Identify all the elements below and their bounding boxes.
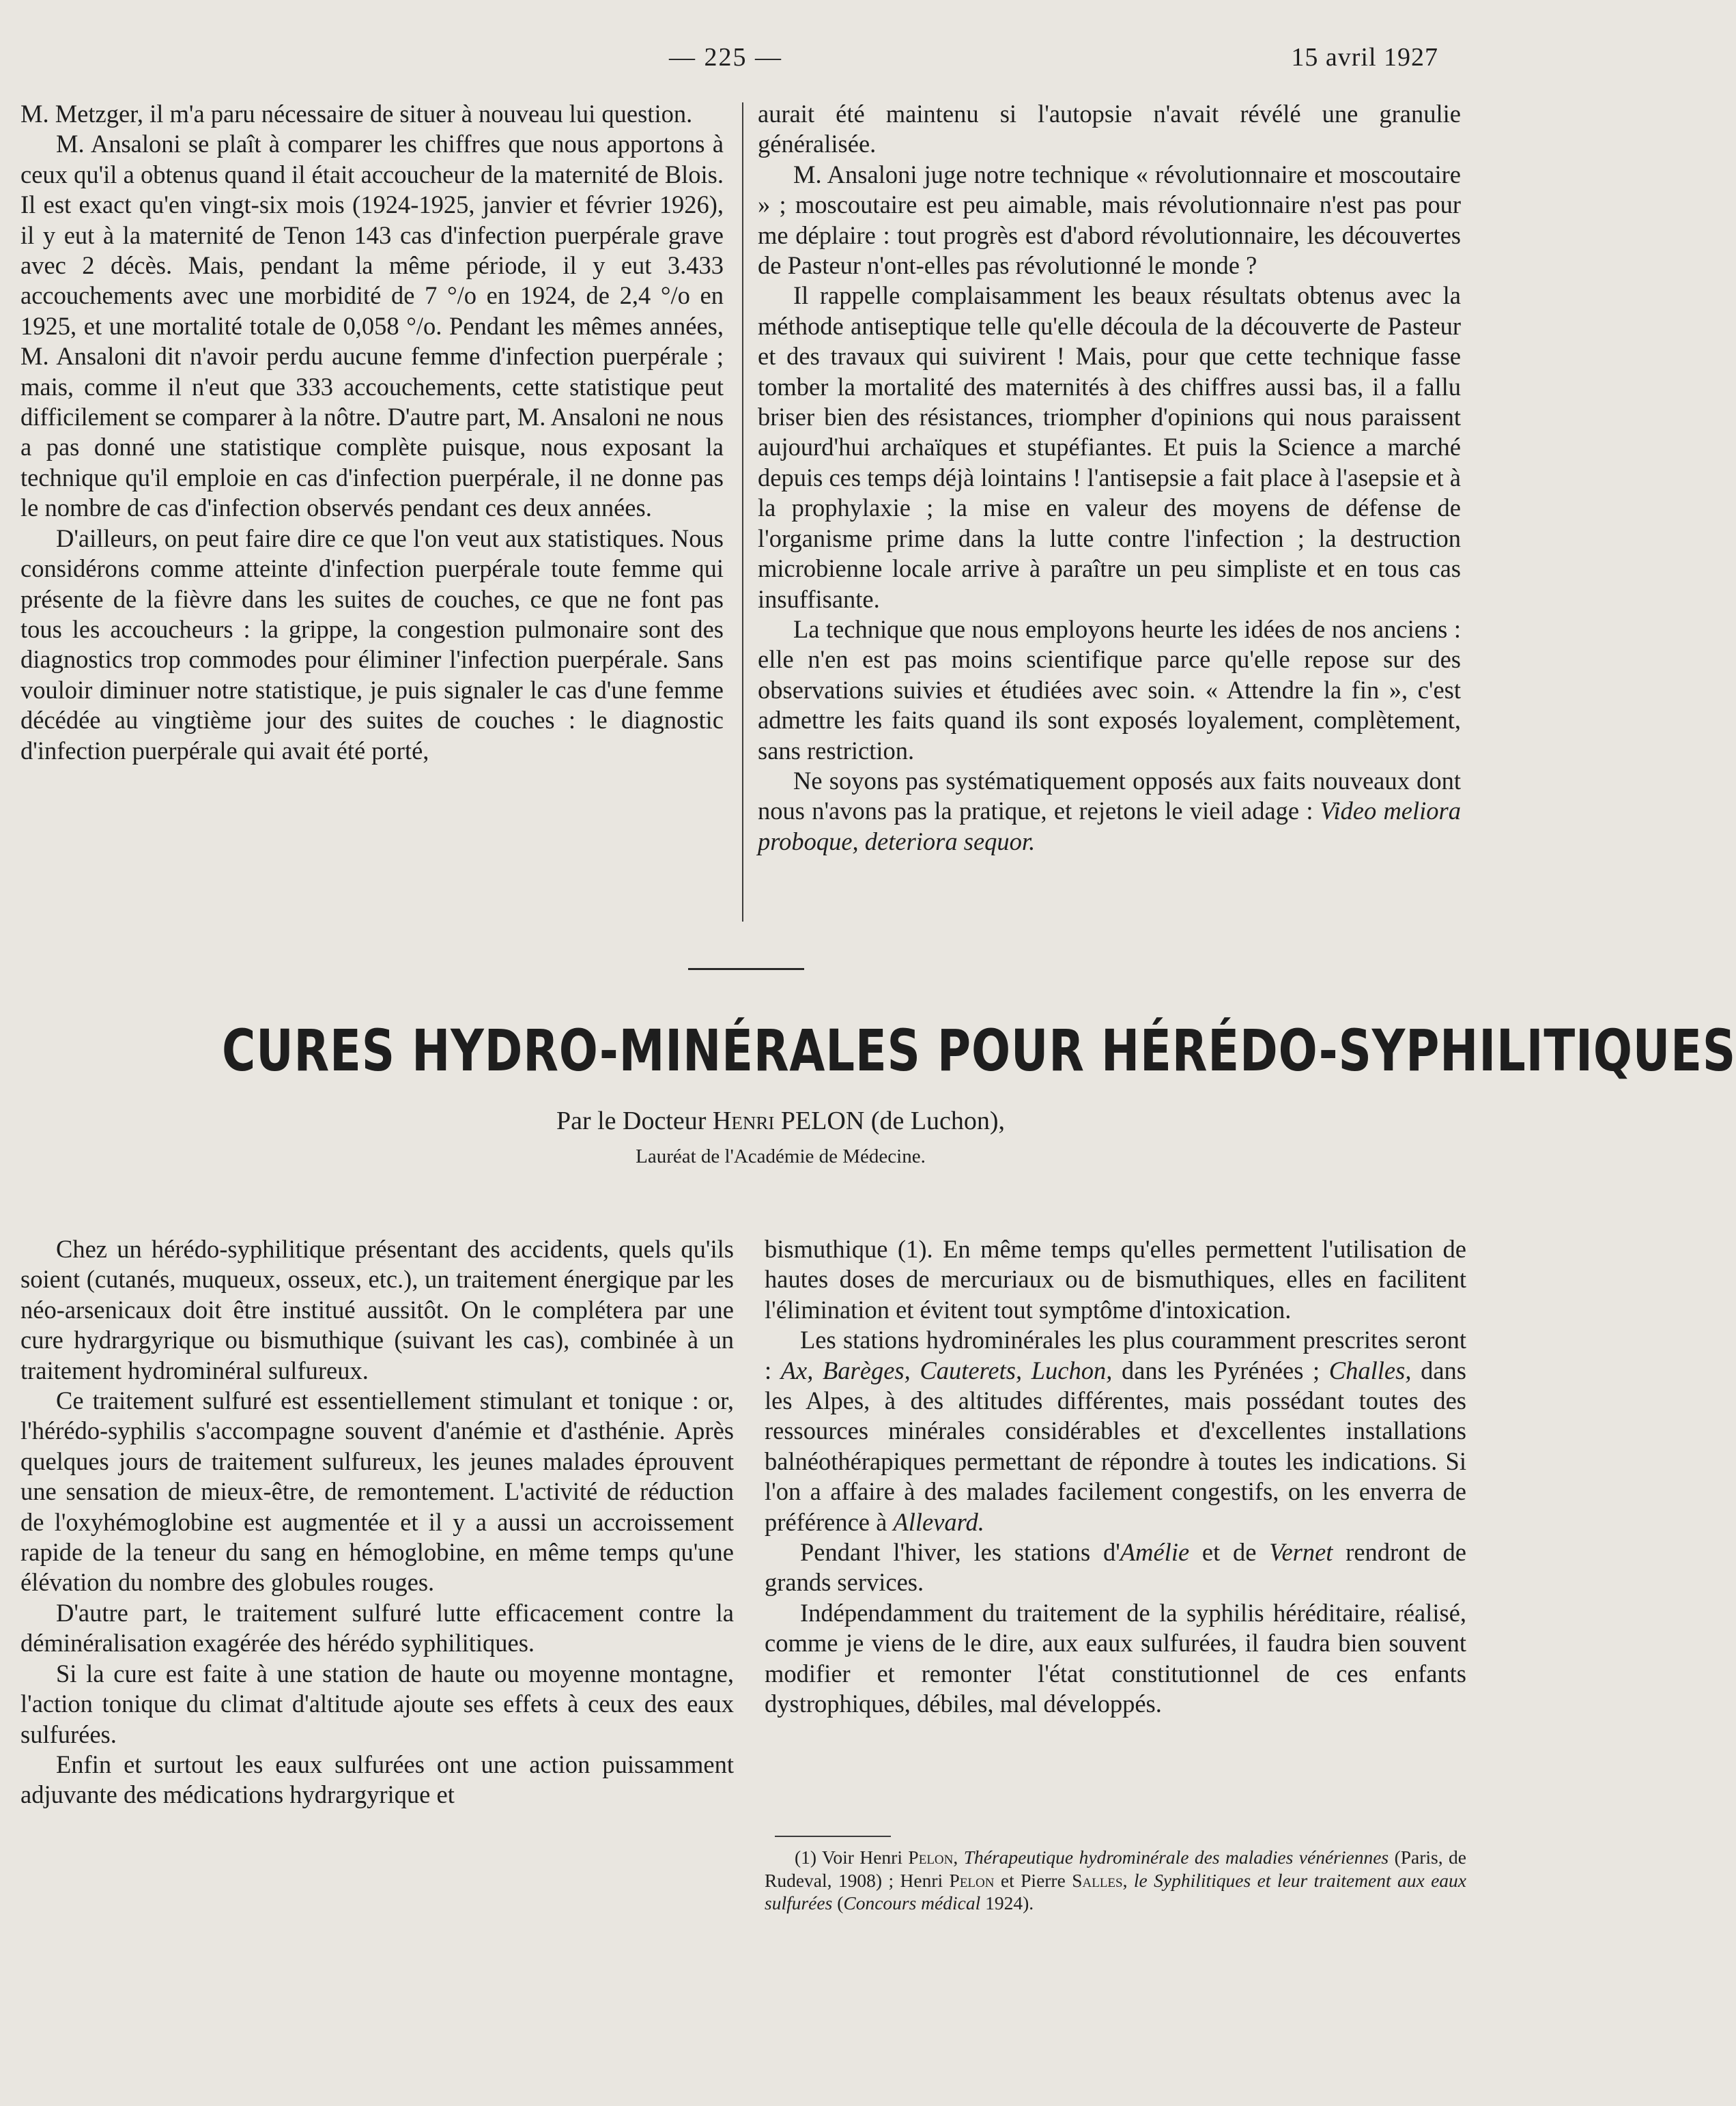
byline-suffix: (de Luchon), [864, 1107, 1006, 1135]
place-names: Ax, Barèges, Cauterets, Luchon, [780, 1356, 1113, 1384]
paragraph: La technique que nous employons heurte les idées de nos anciens : elle n'en est pas moins scientifique parce qu'elle repose sur des observations suivies et étudiées avec soin. « Attendre la fin », c'est admettre les faits quand ils sont exposés loyalement, complètement, sans restriction. [758, 614, 1461, 765]
article-title: CURES HYDRO-MINÉRALES POUR HÉRÉDO-SYPHILITIQUES [222, 1017, 1736, 1084]
footnote [765, 1846, 1466, 1915]
column-top-right [758, 99, 1461, 857]
footnote-rule [775, 1836, 891, 1837]
author-first-name: Henri [712, 1107, 775, 1135]
paragraph-text: Ne soyons pas systématiquement opposés aux faits nouveaux dont nous n'avons pas la pratique, et rejetons le vieil adage : [758, 766, 1461, 825]
article-byline [0, 1106, 1561, 1136]
author-name: Pelon [949, 1869, 995, 1891]
text-run: et de [1189, 1538, 1270, 1567]
text-run: Les stations hydrominérales les plus couramment prescrites seront : [765, 1326, 1466, 1384]
paragraph: M. Metzger, il m'a paru nécessaire de situer à nouveau lui question. [20, 100, 693, 128]
text-run: , [1122, 1869, 1134, 1891]
text-run: dans les Pyrénées ; [1112, 1356, 1329, 1384]
journal-title: Concours médical [843, 1892, 981, 1914]
section-separator [688, 968, 804, 970]
paragraph: M. Ansaloni juge notre technique « révolutionnaire et moscoutaire » ; moscoutaire est peu aimable, mais révolutionnaire n'est pas pour me déplaire : tout progrès est d'abord révolutionnaire, les découvertes de Pasteur n'ont-elles pas révolutionné le monde ? [758, 160, 1461, 280]
text-run: 1924). [980, 1892, 1034, 1914]
paragraph: Chez un hérédo-syphilitique présentant des accidents, quels qu'ils soient (cutanés, muqueux, osseux, etc.), un traitement énergique par les néo-arsenicaux doit être institué aussitôt. On le complétera par une cure hydrargyrique ou bismuthique (suivant les cas), combinée à un traitement hydrominéral sulfureux. [20, 1235, 734, 1384]
text-run: (1) Voir Henri [795, 1847, 909, 1868]
place-name: Allevard. [893, 1507, 984, 1536]
paragraph: bismuthique (1). En même temps qu'elles permettent l'utilisation de hautes doses de mercuriaux ou de bismuthiques, elles en facilitent l'élimination et évitent tout symptôme d'intoxication. [765, 1235, 1466, 1324]
page-number: — 225 — [669, 43, 782, 72]
paragraph [758, 766, 1461, 857]
book-title: le Syphilitiques et leur traitement aux eaux sulfurées [765, 1869, 1466, 1914]
byline-prefix: Par le Docteur [556, 1107, 713, 1135]
footnote-text [765, 1846, 1466, 1915]
text-run: (Paris, de Rudeval, 1908) ; Henri [765, 1847, 1467, 1891]
column-bottom-left [20, 1234, 734, 1810]
column-divider [742, 102, 743, 922]
text-run: Pendant l'hiver, les stations d' [800, 1538, 1120, 1567]
paragraph: aurait été maintenu si l'autopsie n'avait révélé une granulie généralisée. [758, 100, 1461, 158]
place-name: Challes, [1328, 1356, 1412, 1384]
place-name: Amélie [1120, 1538, 1190, 1567]
place-name: Vernet [1269, 1538, 1333, 1567]
book-title: Thérapeutique hydrominérale des maladies vénériennes [963, 1847, 1389, 1868]
text-run: , [953, 1847, 964, 1868]
author-name: Pelon [908, 1847, 954, 1868]
latin-quote: Video meliora proboque, deteriora sequor. [758, 797, 1461, 855]
text-run: et Pierre [994, 1869, 1072, 1891]
paragraph [765, 1537, 1466, 1598]
author-last-name: PELON [774, 1107, 865, 1135]
paragraph: M. Ansaloni se plaît à comparer les chiffres que nous apportons à ceux qu'il a obtenus quand il était accoucheur de la maternité de Blois. Il est exact qu'en vingt-six mois (1924-1925, janvier et février 1926), il y eut à la maternité de Tenon 143 cas d'infection puerpérale grave avec 2 décès. Mais, pendant la même période, il y eut 3.433 accouchements avec une morbidité de 7 °/o en 1924, de 2,4 °/o en 1925, et une mortalité totale de 0,058 °/o. Pendant les mêmes années, M. Ansaloni dit n'avoir perdu aucune femme d'infection puerpérale ; mais, comme il n'eut que 333 accouchements, cette statistique peut difficilement se comparer à la nôtre. D'autre part, M. Ansaloni ne nous a pas donné une statistique complète puisque, nous exposant la technique qu'il emploie en cas d'infection puerpérale, il ne donne pas le nombre de cas d'infection observés pendant ces deux années. [20, 130, 724, 522]
paragraph: D'ailleurs, on peut faire dire ce que l'on veut aux statistiques. Nous considérons comme atteinte d'infection puerpérale toute femme qui présente de la fièvre dans les suites de couches, ce que ne font pas tous les accoucheurs : la grippe, la congestion pulmonaire sont des diagnostics trop commodes pour éliminer l'infection puerpérale. Sans vouloir diminuer notre statistique, je puis signaler le cas d'une femme décédée au vingtième jour des suites de couches : le diagnostic d'infection puerpérale qui avait été porté, [20, 524, 724, 765]
text-run: rendront de grands services. [765, 1538, 1467, 1597]
paragraph: D'autre part, le traitement sulfuré lutte efficacement contre la déminéralisation exagérée des hérédo syphilitiques. [20, 1598, 734, 1657]
author-name: Salles [1072, 1869, 1123, 1891]
paragraph: Enfin et surtout les eaux sulfurées ont une action puissamment adjuvante des médications hydrargyrique et [20, 1750, 734, 1809]
column-top-left [20, 99, 724, 766]
text-run: dans les Alpes, à des altitudes différentes, mais possédant toutes des ressources minérales considérables et d'excellentes installations balnéothérapiques permettant de répondre à toutes les indications. Si l'on a affaire à des malades facilement congestifs, on les enverra de préférence à [765, 1356, 1466, 1536]
paragraph [765, 1325, 1466, 1537]
issue-date: 15 avril 1927 [1291, 43, 1438, 72]
paragraph: Si la cure est faite à une station de haute ou moyenne montagne, l'action tonique du climat d'altitude ajoute ses effets à ceux des eaux sulfurées. [20, 1659, 734, 1748]
paragraph: Il rappelle complaisamment les beaux résultats obtenus avec la méthode antiseptique telle qu'elle découla de la découverte de Pasteur et des travaux qui suivirent ! Mais, pour que cette technique fasse tomber la mortalité des maternités à des chiffres aussi bas, il a fallu briser bien des résistances, triompher d'opinions qui nous paraissent aujourd'hui archaïques et stupéfiantes. Et puis la Science a marché depuis ces temps déjà lointains ! l'antisepsie a fait place à l'asepsie et à la prophylaxie ; la mise en valeur des moyens de défense de l'organisme prime dans la lutte contre l'infection ; la destruction microbienne locale arrive à paraître un peu simpliste et en tous cas insuffisante. [758, 281, 1461, 613]
paragraph: Indépendamment du traitement de la syphilis héréditaire, réalisé, comme je viens de le dire, aux eaux sulfurées, il faudra bien souvent modifier et remonter l'état constitutionnel de ces enfants dystrophiques, débiles, mal développés. [765, 1598, 1466, 1718]
author-credential: Lauréat de l'Académie de Médecine. [636, 1146, 926, 1167]
column-bottom-right [765, 1234, 1466, 1720]
text-run: ( [832, 1892, 844, 1914]
paragraph: Ce traitement sulfuré est essentiellement stimulant et tonique : or, l'hérédo-syphilis s'accompagne souvent d'anémie et d'asthénie. Après quelques jours de traitement sulfureux, les jeunes malades éprouvent une sensation de mieux-être, de remontement. L'activité de réduction de l'oxyhémoglobine est augmentée et il y a aussi un accroissement rapide de la teneur du sang en hémoglobine, en même temps qu'une élévation du nombre des globules rouges. [20, 1386, 734, 1597]
